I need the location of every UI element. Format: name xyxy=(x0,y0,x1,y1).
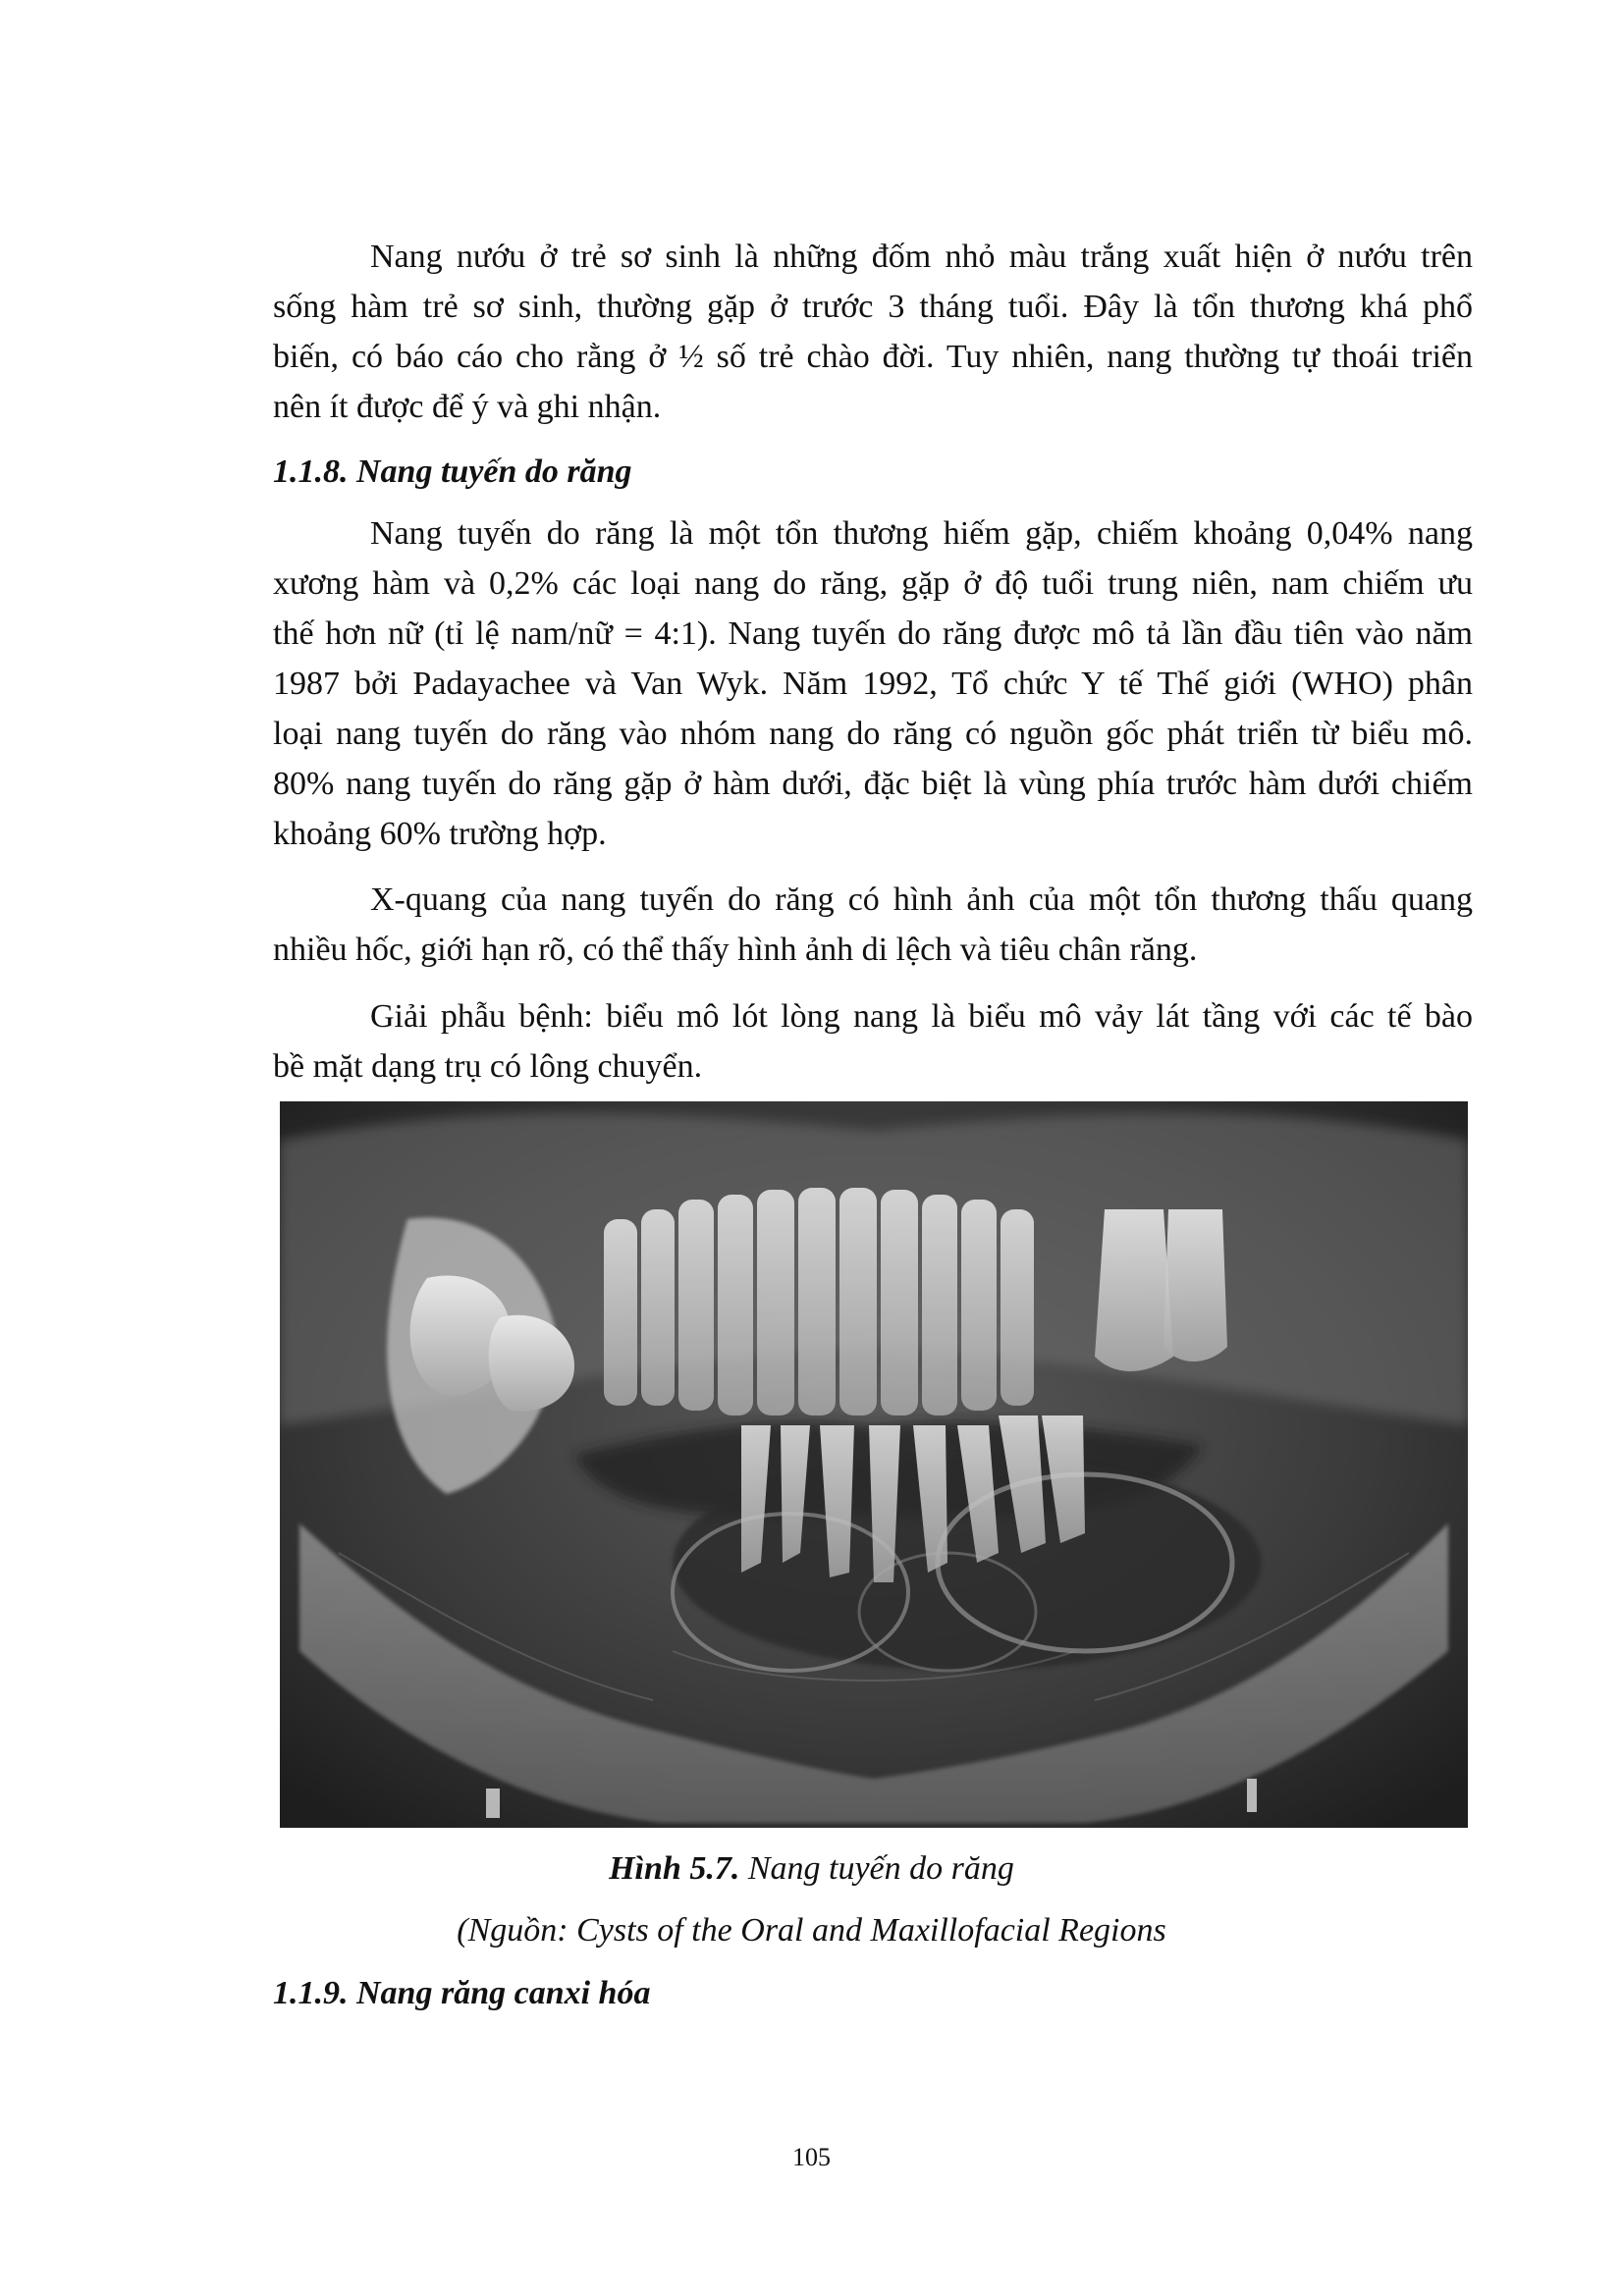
text-line: X-quang của nang tuyến do răng có hình ảnh của một tổn thương thấu quang xyxy=(370,881,1473,918)
section-heading-calcifying-odontogenic-cyst: 1.1.9. Nang răng canxi hóa xyxy=(273,1975,651,2011)
page-number: 105 xyxy=(792,2143,831,2171)
paragraph-xray-description xyxy=(273,875,1473,975)
section-heading-glandular-odontogenic-cyst: 1.1.8. Nang tuyến do răng xyxy=(273,454,632,490)
text-line: sống hàm trẻ sơ sinh, thường gặp ở trước 3 tháng tuổi. Đây là tổn thương khá phổ xyxy=(273,289,1473,325)
text-line: 1987 bởi Padayachee và Van Wyk. Năm 1992, Tổ chức Y tế Thế giới (WHO) phân xyxy=(273,666,1473,702)
paragraph-glandular-cyst-epidemiology xyxy=(273,508,1473,859)
paragraph-pathology xyxy=(273,991,1473,1092)
paragraph-newborn-gingival-cyst xyxy=(273,232,1473,432)
text-line: bề mặt dạng trụ có lông chuyển. xyxy=(273,1048,703,1085)
xray-illustration xyxy=(280,1101,1468,1828)
panoramic-xray-image xyxy=(280,1101,1468,1828)
text-line: loại nang tuyến do răng vào nhóm nang do răng có nguồn gốc phát triển từ biểu mô. xyxy=(273,716,1473,752)
figure-label: Hình 5.7. xyxy=(609,1850,740,1887)
text-line: Nang nướu ở trẻ sơ sinh là những đốm nhỏ màu trắng xuất hiện ở nướu trên xyxy=(370,239,1473,275)
text-line: xương hàm và 0,2% các loại nang do răng, gặp ở độ tuổi trung niên, nam chiếm ưu xyxy=(273,565,1473,602)
text-line: 80% nang tuyến do răng gặp ở hàm dưới, đặc biệt là vùng phía trước hàm dưới chiếm xyxy=(273,766,1473,802)
text-line: biến, có báo cáo cho rằng ở ½ số trẻ chào đời. Tuy nhiên, nang thường tự thoái triển xyxy=(273,339,1473,375)
text-line: Nang tuyến do răng là một tổn thương hiếm gặp, chiếm khoảng 0,04% nang xyxy=(370,515,1473,552)
figure-caption xyxy=(0,1843,1623,1894)
text-line: nên ít được để ý và ghi nhận. xyxy=(273,389,662,425)
figure-source: (Nguồn: Cysts of the Oral and Maxillofacial Regions xyxy=(457,1912,1166,1949)
text-line: khoảng 60% trường hợp. xyxy=(273,816,607,852)
figure-title: Nang tuyến do răng xyxy=(739,1850,1014,1887)
text-line: nhiều hốc, giới hạn rõ, có thể thấy hình ảnh di lệch và tiêu chân răng. xyxy=(273,932,1198,968)
text-line: thế hơn nữ (tỉ lệ nam/nữ = 4:1). Nang tuyến do răng được mô tả lần đầu tiên vào năm xyxy=(273,615,1473,652)
text-line: Giải phẫu bệnh: biểu mô lót lòng nang là biểu mô vảy lát tầng với các tế bào xyxy=(370,998,1473,1035)
